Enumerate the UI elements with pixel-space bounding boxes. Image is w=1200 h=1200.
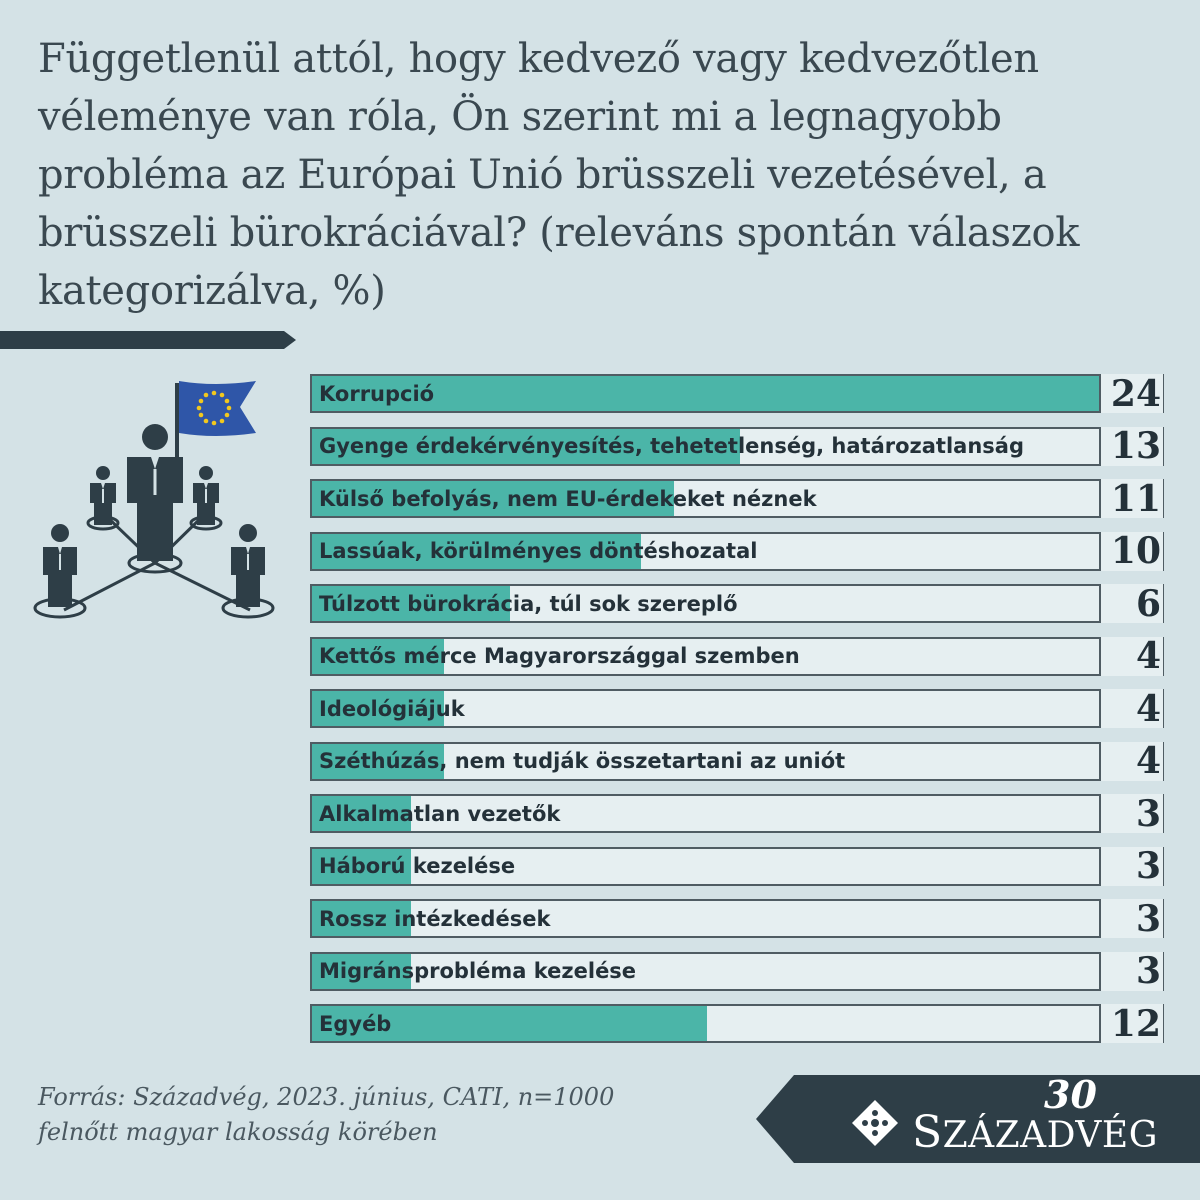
bar-value: 3 [1099, 899, 1163, 938]
bar-row [310, 374, 1164, 413]
bar-label: Háború kezelése [319, 854, 516, 878]
bar-label: Migránsprobléma kezelése [319, 959, 637, 983]
bar-row [310, 1004, 1164, 1043]
bar-label: Lassúak, körülményes döntéshozatal [319, 539, 758, 563]
logo-rest: ZÁZADVÉG [942, 1115, 1158, 1156]
bar-value: 24 [1099, 374, 1163, 413]
bar-value: 3 [1099, 952, 1163, 991]
bar-value: 11 [1099, 479, 1163, 518]
bar-row [310, 847, 1164, 886]
bar-label: Rossz intézkedések [319, 906, 551, 931]
bar-label: Túlzott bürokrácia, túl sok szereplő [319, 591, 738, 616]
bar-row [310, 637, 1164, 676]
bar-label: Külső befolyás, nem EU-érdekeket néznek [319, 486, 817, 511]
leader-people-icon [30, 375, 280, 625]
bar-row [310, 479, 1164, 518]
logo-initial: S [912, 1107, 943, 1158]
bar-label: Alkalmatlan vezetők [319, 801, 561, 826]
bar-value: 4 [1099, 742, 1163, 781]
chart-title: Függetlenül attól, hogy kedvező vagy kedvezőtlen véleménye van róla, Ön szerint mi a legnagyobb probléma az Európai Unió brüsszeli vezetésével, a brüsszeli bürokráciával? (releváns spontán válaszok kategorizálva, %) [38, 36, 1080, 314]
bar-value: 13 [1099, 427, 1163, 466]
bar-value: 3 [1099, 847, 1163, 886]
logo-wordmark [912, 1107, 1158, 1158]
bar-value: 6 [1099, 584, 1163, 623]
bar-row [310, 532, 1164, 571]
source-note [38, 1080, 658, 1150]
bar-row [310, 584, 1164, 623]
bar-label: Kettős mérce Magyarországgal szemben [319, 644, 800, 668]
bar-chart [310, 374, 1164, 1054]
bar-label: Gyenge érdekérvényesítés, tehetetlenség, határozatlanság [319, 434, 1024, 458]
source-line-2: felnőtt magyar lakosság körében [38, 1118, 438, 1146]
logo-anniversary: 30 [1044, 1072, 1097, 1117]
bar-row [310, 952, 1164, 991]
bar-row [310, 427, 1164, 466]
bar-value: 3 [1099, 794, 1163, 833]
bar-value: 12 [1099, 1004, 1163, 1043]
bar-label: Széthúzás, nem tudják összetartani az uniót [319, 749, 846, 773]
bar-label: Ideológiájuk [319, 696, 465, 721]
bar-row [310, 742, 1164, 781]
bar-label: Korrupció [319, 381, 435, 406]
title-divider [0, 331, 296, 349]
logo-mark-icon [850, 1098, 900, 1148]
bar-value: 10 [1099, 532, 1163, 571]
source-line-1: Forrás: Századvég, 2023. június, CATI, n=1000 [38, 1083, 615, 1111]
bar-row [310, 899, 1164, 938]
bar-value: 4 [1099, 689, 1163, 728]
bar-value: 4 [1099, 637, 1163, 676]
bar-label: Egyéb [319, 1011, 392, 1036]
bar-row [310, 794, 1164, 833]
bar-row [310, 689, 1164, 728]
